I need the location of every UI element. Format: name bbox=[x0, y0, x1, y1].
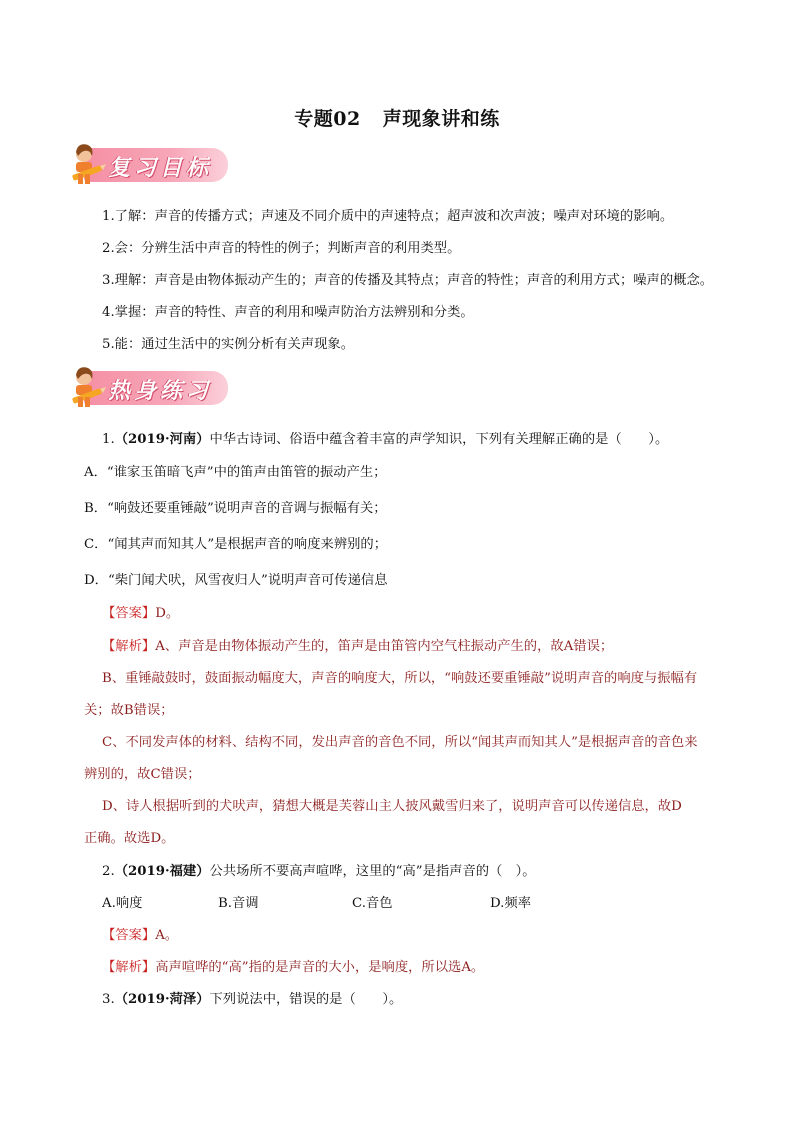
q1-analysis-line-2: B、重锤敲鼓时，鼓面振动幅度大，声音的响度大，所以，“响鼓还要重锤敲”说明声音的响度与振幅有 bbox=[102, 671, 698, 686]
q1-analysis-line-4: C、不同发声体的材料、结构不同，发出声音的音色不同，所以“闻其声而知其人”是根据声音的音色来 bbox=[102, 735, 698, 750]
q2-option-d: D.频率 bbox=[490, 896, 532, 911]
title-topic-number: 专题02 bbox=[294, 108, 361, 130]
objective-1: 1.了解：声音的传播方式；声速及不同介质中的声速特点；超声波和次声波；噪声对环境的影响。 bbox=[102, 209, 674, 224]
section-banner-review bbox=[70, 142, 230, 186]
analysis-tag: 【解析】 bbox=[102, 960, 156, 975]
q1-analysis-line-7: 正确。故选D。 bbox=[84, 831, 175, 846]
q2-option-a: A.响度 bbox=[102, 896, 143, 911]
analysis-tag: 【解析】 bbox=[102, 639, 156, 654]
answer-tag: 【答案】 bbox=[102, 606, 156, 621]
question-3 bbox=[102, 990, 402, 1010]
question-stem: 下列说法中，错误的是（ ）。 bbox=[209, 992, 403, 1007]
objective-2: 2.会：分辨生活中声音的特性的例子；判断声音的利用类型。 bbox=[102, 241, 461, 256]
q1-analysis-line-3: 关；故B错误； bbox=[84, 703, 174, 718]
page-title bbox=[0, 104, 794, 131]
answer-value: A。 bbox=[155, 928, 179, 943]
girl-with-pencil-icon bbox=[70, 365, 106, 409]
question-source: （2019·河南） bbox=[114, 432, 210, 447]
question-number: 1. bbox=[102, 432, 115, 447]
q1-option-a: A．“谁家玉笛暗飞声”中的笛声由笛管的振动产生； bbox=[84, 465, 387, 480]
q1-analysis-line-5: 辨别的，故C错误； bbox=[84, 767, 201, 782]
objective-5: 5.能：通过生活中的实例分析有关声现象。 bbox=[102, 337, 355, 352]
q2-analysis bbox=[102, 958, 484, 978]
q1-option-b: B．“响鼓还要重锤敲”说明声音的音调与振幅有关； bbox=[84, 501, 387, 516]
answer-tag: 【答案】 bbox=[102, 928, 156, 943]
q1-option-c: C．“闻其声而知其人”是根据声音的响度来辨别的； bbox=[84, 537, 388, 552]
question-1 bbox=[102, 430, 668, 450]
analysis-text: A、声音是由物体振动产生的，笛声是由笛管内空气柱振动产生的，故A错误； bbox=[155, 639, 614, 654]
question-source: （2019·福建） bbox=[114, 864, 210, 879]
q1-analysis-line-6: D、诗人根据听到的犬吠声，猜想大概是芙蓉山主人披风戴雪归来了，说明声音可以传递信息，故D bbox=[102, 799, 682, 814]
section-title-review: 复习目标 bbox=[108, 155, 213, 181]
q1-analysis-line-1 bbox=[102, 637, 613, 657]
question-stem: 中华古诗词、俗语中蕴含着丰富的声学知识，下列有关理解正确的是（ ）。 bbox=[209, 432, 669, 447]
q2-option-b: B.音调 bbox=[218, 896, 259, 911]
q2-options bbox=[102, 894, 531, 914]
girl-with-pencil-icon bbox=[70, 142, 106, 186]
question-source: （2019·菏泽） bbox=[114, 992, 210, 1007]
q2-answer bbox=[102, 926, 178, 946]
section-banner-warmup bbox=[70, 365, 230, 409]
question-number: 2. bbox=[102, 864, 115, 879]
answer-value: D。 bbox=[155, 606, 180, 621]
q1-answer bbox=[102, 604, 179, 624]
objective-4: 4.掌握：声音的特性、声音的利用和噪声防治方法辨别和分类。 bbox=[102, 305, 474, 320]
q1-option-d: D．“柴门闻犬吠，风雪夜归人”说明声音可传递信息 bbox=[84, 573, 388, 588]
section-title-warmup: 热身练习 bbox=[108, 378, 213, 404]
question-stem: 公共场所不要高声喧哗，这里的“高”是指声音的（ ）。 bbox=[209, 864, 536, 879]
question-number: 3. bbox=[102, 992, 115, 1007]
analysis-text: 高声喧哗的“高”指的是声音的大小，是响度，所以选A。 bbox=[155, 960, 485, 975]
question-2 bbox=[102, 862, 536, 882]
q2-option-c: C.音色 bbox=[352, 896, 393, 911]
objective-3: 3.理解：声音是由物体振动产生的；声音的传播及其特点；声音的特性；声音的利用方式；噪声的概念。 bbox=[102, 273, 714, 288]
title-topic-name: 声现象讲和练 bbox=[382, 108, 500, 130]
